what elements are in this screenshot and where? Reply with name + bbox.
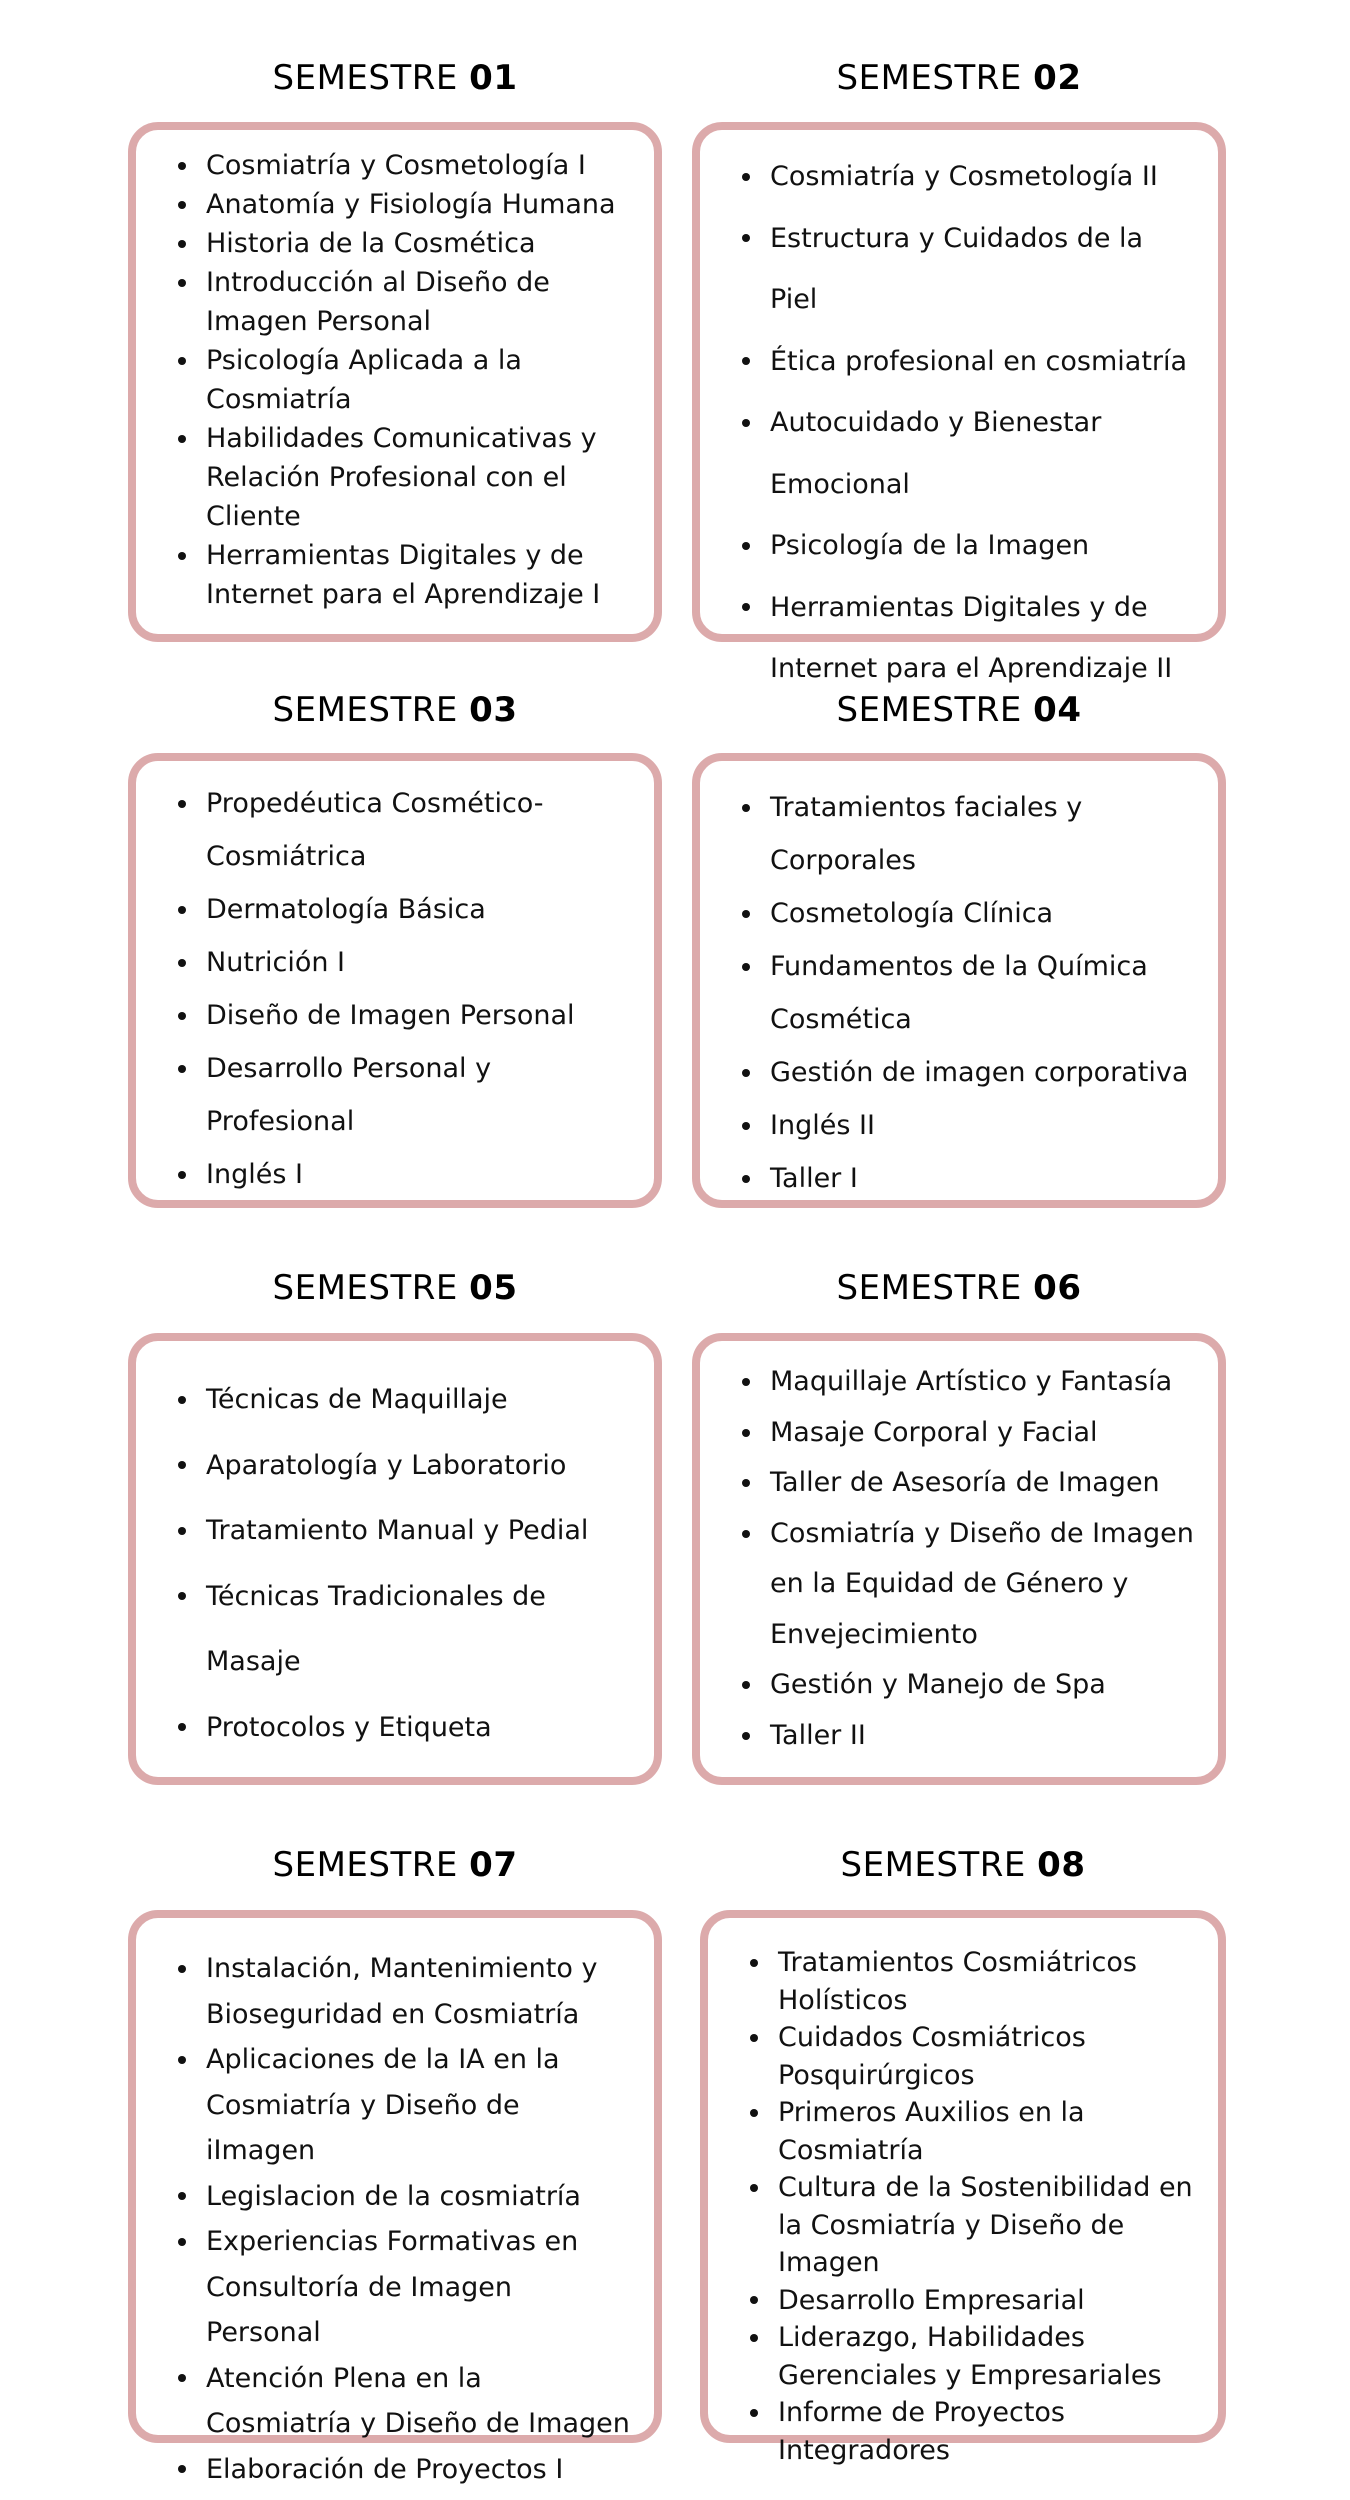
course-item: Nutrición I	[136, 936, 654, 989]
course-item: Maquillaje Artístico y Fantasía	[700, 1357, 1218, 1408]
course-item: Desarrollo Empresarial	[708, 2282, 1218, 2320]
course-item: Estructura y Cuidados de la Piel	[700, 208, 1218, 331]
course-item: Liderazgo, Habilidades Gerenciales y Empresariales	[708, 2319, 1218, 2394]
course-item: Tratamiento Manual y Pedial	[136, 1498, 654, 1564]
course-item: Taller de Asesoría de Imagen	[700, 1458, 1218, 1509]
semester-number: 06	[1033, 1268, 1082, 1308]
course-item: Cosmiatría y Diseño de Imagen en la Equidad de Género y Envejecimiento	[700, 1509, 1218, 1661]
course-item: Primeros Auxilios en la Cosmiatría	[708, 2094, 1218, 2169]
course-box	[128, 753, 662, 1208]
semester-number: 03	[469, 690, 518, 730]
semester-title	[692, 1268, 1226, 1308]
course-list	[136, 1367, 654, 1760]
course-item: Instalación, Mantenimiento y Bioseguridad en Cosmiatría	[136, 1946, 654, 2037]
course-item: Desarrollo Personal y Profesional	[136, 1042, 654, 1148]
semester-label: SEMESTRE	[272, 58, 458, 98]
course-item: Informe de Proyectos Integradores	[708, 2394, 1218, 2469]
semester-title	[700, 1845, 1226, 1885]
course-item: Aparatología y Laboratorio	[136, 1433, 654, 1499]
course-item: Anatomía y Fisiología Humana	[136, 185, 654, 224]
course-list	[136, 1946, 654, 2492]
course-item: Técnicas Tradicionales de Masaje	[136, 1564, 654, 1695]
semester-number: 02	[1033, 58, 1082, 98]
course-box	[692, 1333, 1226, 1785]
course-item: Taller II	[700, 1711, 1218, 1762]
course-box	[692, 122, 1226, 684]
course-item: Tratamientos Cosmiátricos Holísticos	[708, 1944, 1218, 2019]
course-item: Cultura de la Sostenibilidad en la Cosmiatría y Diseño de Imagen	[708, 2169, 1218, 2282]
semester-label: SEMESTRE	[840, 1845, 1026, 1885]
semester-title	[128, 1845, 662, 1885]
course-list	[136, 777, 654, 1201]
course-box	[692, 753, 1226, 1208]
course-item: Propedéutica Cosmético-Cosmiátrica	[136, 777, 654, 883]
course-item: Gestión y Manejo de Spa	[700, 1660, 1218, 1711]
course-item: Dermatología Básica	[136, 883, 654, 936]
course-item: Tratamientos faciales y Corporales	[700, 781, 1218, 887]
course-item: Cosmiatría y Cosmetología II	[700, 146, 1218, 208]
semester-label: SEMESTRE	[272, 690, 458, 730]
course-item: Legislacion de la cosmiatría	[136, 2174, 654, 2220]
course-list	[700, 781, 1218, 1205]
course-item: Herramientas Digitales y de Internet para el Aprendizaje II	[700, 577, 1218, 700]
course-box	[700, 1910, 1226, 2466]
course-item: Diseño de Imagen Personal	[136, 989, 654, 1042]
course-item: Historia de la Cosmética	[136, 224, 654, 263]
course-item: Cosmiatría y Cosmetología I	[136, 146, 654, 185]
semester-number: 08	[1037, 1845, 1086, 1885]
course-item: Ética profesional en cosmiatría	[700, 331, 1218, 393]
course-item: Psicología Aplicada a la Cosmiatría	[136, 341, 654, 419]
course-item: Atención Plena en la Cosmiatría y Diseño de Imagen	[136, 2356, 654, 2447]
semester-title	[128, 58, 662, 98]
course-list	[708, 1944, 1218, 2469]
course-item: Inglés I	[136, 1148, 654, 1201]
course-list	[136, 146, 654, 614]
course-item: Fundamentos de la Química Cosmética	[700, 940, 1218, 1046]
course-item: Gestión de imagen corporativa	[700, 1046, 1218, 1099]
course-item: Masaje Corporal y Facial	[700, 1408, 1218, 1459]
course-item: Introducción al Diseño de Imagen Personal	[136, 263, 654, 341]
course-item: Aplicaciones de la IA en la Cosmiatría y Diseño de iImagen	[136, 2037, 654, 2174]
semester-label: SEMESTRE	[836, 1268, 1022, 1308]
course-item: Protocolos y Etiqueta	[136, 1695, 654, 1761]
course-item: Autocuidado y Bienestar Emocional	[700, 392, 1218, 515]
course-box	[128, 1910, 662, 2485]
course-list	[700, 1357, 1218, 1761]
semester-number: 01	[469, 58, 518, 98]
course-item: Cuidados Cosmiátricos Posquirúrgicos	[708, 2019, 1218, 2094]
semester-title	[128, 1268, 662, 1308]
course-list	[700, 146, 1218, 700]
course-box	[128, 1333, 662, 1785]
semester-label: SEMESTRE	[836, 58, 1022, 98]
course-item: Taller I	[700, 1152, 1218, 1205]
course-box	[128, 122, 662, 642]
semester-title	[692, 690, 1226, 730]
course-item: Elaboración de Proyectos I	[136, 2447, 654, 2493]
semester-title	[692, 58, 1226, 98]
semester-number: 04	[1033, 690, 1082, 730]
course-item: Cosmetología Clínica	[700, 887, 1218, 940]
course-item: Habilidades Comunicativas y Relación Profesional con el Cliente	[136, 419, 654, 536]
course-item: Experiencias Formativas en Consultoría de Imagen Personal	[136, 2219, 654, 2356]
course-item: Inglés II	[700, 1099, 1218, 1152]
semester-number: 07	[469, 1845, 518, 1885]
semester-number: 05	[469, 1268, 518, 1308]
course-item: Herramientas Digitales y de Internet para el Aprendizaje I	[136, 536, 654, 614]
semester-label: SEMESTRE	[272, 1268, 458, 1308]
course-item: Psicología de la Imagen	[700, 515, 1218, 577]
semester-label: SEMESTRE	[836, 690, 1022, 730]
course-item: Técnicas de Maquillaje	[136, 1367, 654, 1433]
semester-label: SEMESTRE	[272, 1845, 458, 1885]
semester-title	[128, 690, 662, 730]
